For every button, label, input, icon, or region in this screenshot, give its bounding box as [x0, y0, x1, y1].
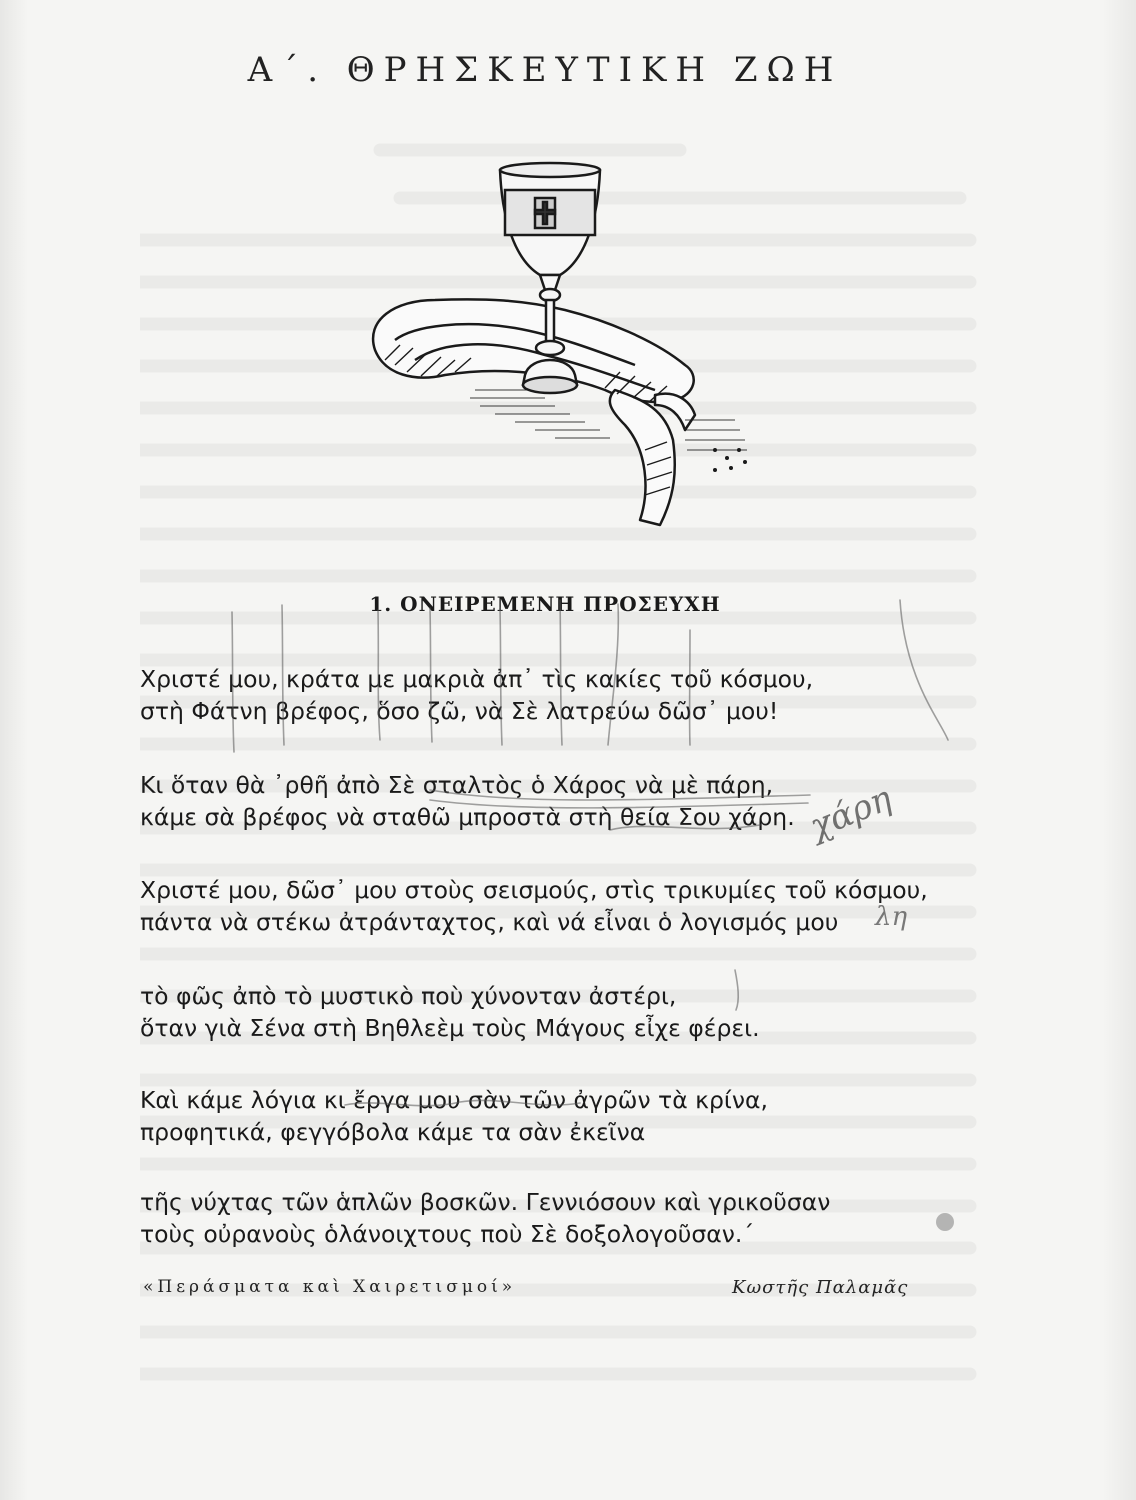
source-title: «Περάσματα καὶ Χαιρετισμοί»: [143, 1277, 517, 1297]
poem-line: Καὶ κάμε λόγια κι ἔργα μου σὰν τῶν ἀγρῶν τὰ κρίνα,: [140, 1086, 768, 1114]
chalice-illustration-icon: [355, 150, 765, 550]
poem-line: Χριστέ μου, κράτα με μακριὰ ἀπ᾿ τὶς κακίες τοῦ κόσμου,: [140, 665, 814, 693]
author-name: Κωστῆς Παλαμᾶς: [732, 1277, 909, 1298]
poem-line: πάντα νὰ στέκω ἀτράνταχτος, καὶ νά εἶναι ὁ λογισμός μου: [140, 908, 839, 936]
stanza-3: [140, 874, 960, 938]
poem-line: ὅταν γιὰ Σένα στὴ Βηθλεὲμ τοὺς Μάγους εἶχε φέρει.: [140, 1014, 760, 1042]
stanza-1: [140, 663, 960, 727]
stanza-5: [140, 1084, 960, 1148]
stanza-2: [140, 769, 960, 833]
poem-line: Κι ὅταν θὰ ᾿ρθῆ ἀπὸ Σὲ σταλτὸς ὁ Χάρος νὰ μὲ πάρη,: [140, 771, 774, 799]
poem-line: τῆς νύχτας τῶν ἁπλῶν βοσκῶν. Γεννιόσουν καὶ γρικοῦσαν: [140, 1188, 831, 1216]
margin-note-2: λη: [875, 902, 908, 932]
poem-line: κάμε σὰ βρέφος νὰ σταθῶ μπροστὰ στὴ θεία Σου χάρη.: [140, 803, 795, 831]
margin-note-1: χάρη: [804, 778, 898, 848]
poem-line: Χριστέ μου, δῶσ᾿ μου στοὺς σεισμούς, στὶς τρικυμίες τοῦ κόσμου,: [140, 876, 928, 904]
poem-line: τοὺς οὐρανοὺς ὁλάνοιχτους ποὺ Σὲ δοξολογοῦσαν.΄: [140, 1220, 755, 1248]
poem-line: στὴ Φάτνη βρέφος, ὅσο ζῶ, νὰ Σὲ λατρεύω δῶσ᾿ μου!: [140, 697, 779, 725]
stanza-6: [140, 1186, 960, 1250]
chapter-title: Α΄. ΘΡΗΣΚΕΥΤΙΚΗ ΖΩΗ: [247, 50, 843, 90]
poem-title: 1. ΟΝΕΙΡΕΜΕΝΗ ΠΡΟΣΕΥΧΗ: [369, 592, 721, 616]
stanza-4: [140, 980, 960, 1044]
poem-line: τὸ φῶς ἀπὸ τὸ μυστικὸ ποὺ χύνονταν ἀστέρι,: [140, 982, 677, 1010]
poem-line: προφητικά, φεγγόβολα κάμε τα σὰν ἐκεῖνα: [140, 1118, 646, 1146]
